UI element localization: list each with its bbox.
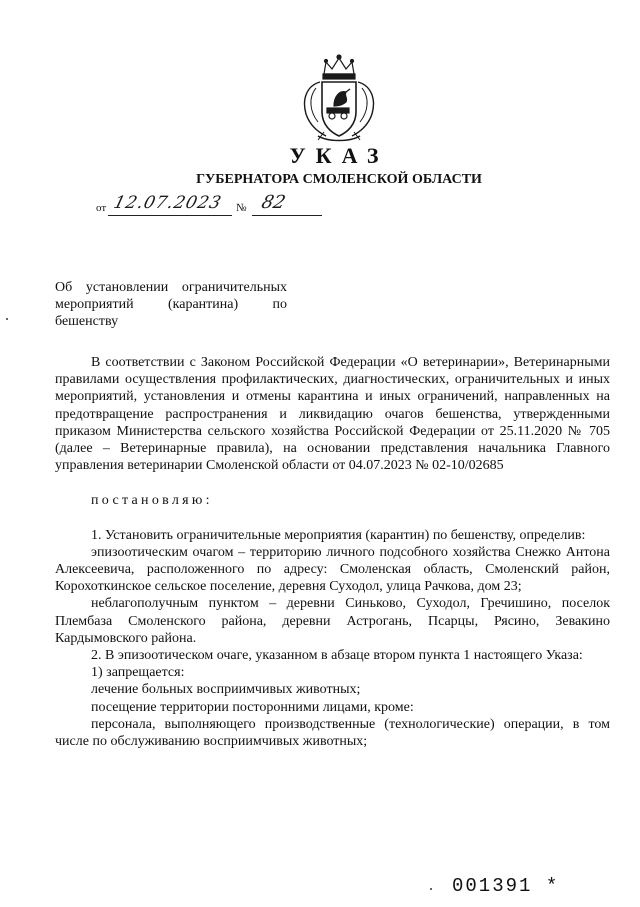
paragraph: 2. В эпизоотическом очаге, указанном в абзаце втором пункта 1 настоящего Указа: — [91, 648, 583, 664]
paragraph: персонала, выполняющего производственные (технологические) операции, в том числе по обслуживанию восприимчивых животных; — [55, 716, 610, 750]
scan-speck — [430, 888, 432, 890]
decree-body — [55, 354, 610, 750]
document-title: УКАЗ — [289, 143, 389, 168]
date-underline — [108, 215, 232, 216]
date-prefix: от — [96, 202, 107, 214]
paragraph: неблагополучным пунктом – деревни Синьково, Суходол, Гречишино, поселок Плембаза Смоленского района, деревни Астрогань, Псарцы, Рясино, Зевакино Кардымовского района. — [55, 596, 610, 646]
document-subtitle: ГУБЕРНАТОРА СМОЛЕНСКОЙ ОБЛАСТИ — [196, 172, 482, 187]
preamble-paragraph: В соответствии с Законом Российской Федерации «О ветеринарии», Ветеринарными правилами осуществления профилактических, диагностических, ограничительных и иных мероприятий, установления и отмены карантина и иных ограничений, направленных на предотвращение распространения и ликвидацию очагов бешенства, утвержденными приказом Министерства сельского хозяйства Российской Федерации от 25.11.2020 № 705 (далее – Ветеринарные правила), на основании представления начальника Главного управления ветеринарии Смоленской области от 04.07.2023 № 02-10/02685 — [55, 355, 610, 474]
number-underline — [252, 215, 322, 216]
paragraph: 1) запрещается: — [91, 665, 185, 681]
handwritten-number: 82 — [259, 192, 288, 213]
handwritten-date: 12.07.2023 — [111, 193, 224, 213]
subject-line: Об установлении ограничительных — [55, 280, 287, 295]
date-number-line — [96, 194, 336, 218]
paragraph: эпизоотическим очагом – территорию личного подсобного хозяйства Снежко Антона Алексеевича, расположенного по адресу: Смоленская область, Смоленский район, Корохоткинское сельское поселение, деревня Суходол, улица Рачкова, дом 23; — [55, 544, 610, 595]
paragraph: лечение больных восприимчивых животных; — [91, 682, 361, 698]
coat-of-arms-icon — [296, 52, 382, 144]
paragraph: посещение территории посторонними лицами, кроме: — [91, 699, 414, 715]
number-prefix: № — [236, 202, 247, 214]
subject-line: бешенству — [55, 314, 119, 329]
scan-speck — [6, 318, 8, 320]
decree-subject — [55, 279, 287, 330]
serial-number-stamp: 001391 * — [452, 875, 560, 897]
paragraph: 1. Установить ограничительные мероприятия (карантин) по бешенству, определив: — [91, 527, 586, 543]
decree-word: постановляю: — [91, 493, 213, 509]
subject-line: мероприятий (карантина) по — [55, 297, 287, 312]
